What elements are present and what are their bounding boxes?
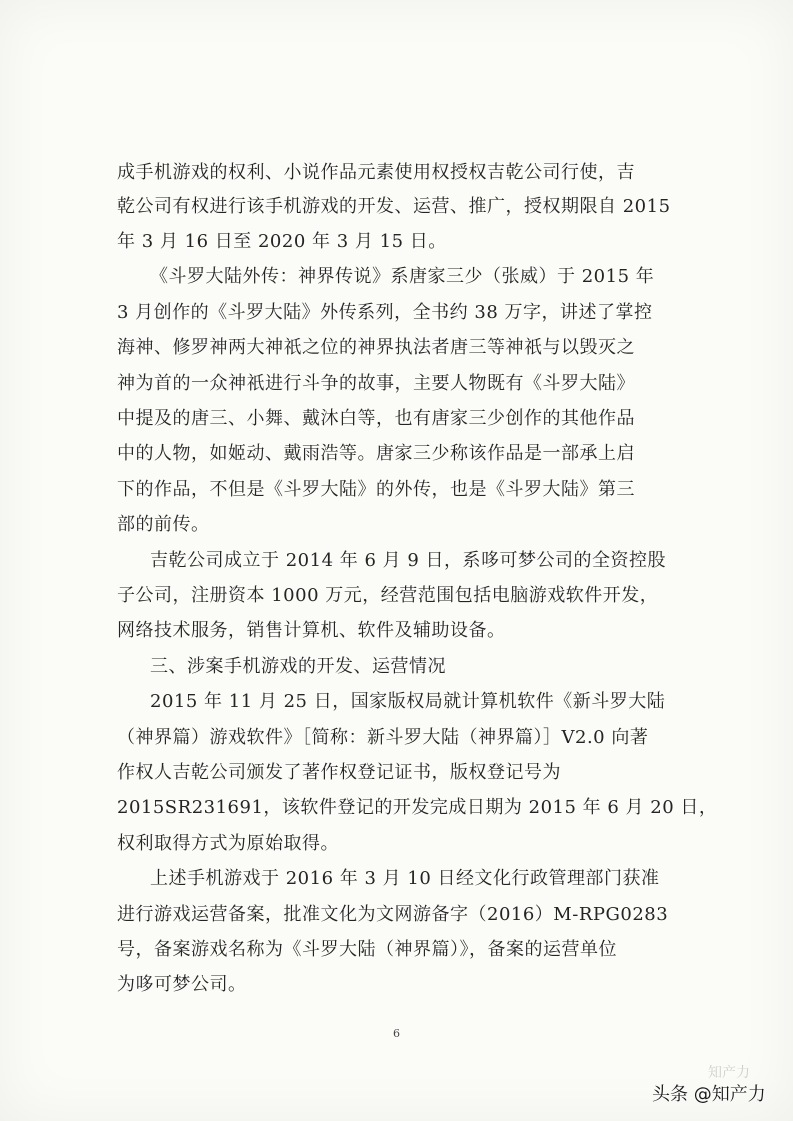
body-line: 子公司，注册资本 1000 万元，经营范围包括电脑游戏软件开发，	[117, 585, 659, 606]
body-line: 乾公司有权进行该手机游戏的开发、运营、推广，授权期限自 2015	[117, 196, 671, 217]
page-number: 6	[393, 1027, 400, 1040]
section-heading: 三、涉案手机游戏的开发、运营情况	[150, 656, 446, 677]
body-line: 年 3 月 16 日至 2020 年 3 月 15 日。	[117, 231, 447, 252]
body-line: 权利取得方式为原始取得。	[117, 833, 339, 854]
body-line: 上述手机游戏于 2016 年 3 月 10 日经文化行政管理部门获准	[150, 868, 660, 889]
body-line: 《斗罗大陆外传：神界传说》系唐家三少（张威）于 2015 年	[150, 266, 655, 287]
body-line: 中提及的唐三、小舞、戴沐白等，也有唐家三少创作的其他作品	[117, 408, 635, 429]
body-line: 下的作品，不但是《斗罗大陆》的外传，也是《斗罗大陆》第三	[117, 479, 635, 500]
body-line: 神为首的一众神祇进行斗争的故事，主要人物既有《斗罗大陆》	[117, 373, 635, 394]
body-line: 进行游戏运营备案，批准文化为文网游备字（2016）M-RPG0283	[117, 904, 669, 925]
body-line: 号，备案游戏名称为《斗罗大陆（神界篇）》，备案的运营单位	[117, 939, 617, 960]
body-line: 成手机游戏的权利、小说作品元素使用权授权吉乾公司行使，吉	[117, 162, 635, 183]
body-line: 3 月创作的《斗罗大陆》外传系列，全书约 38 万字，讲述了掌控	[117, 302, 653, 323]
body-line: 中的人物，如姬动、戴雨浩等。唐家三少称该作品是一部承上启	[117, 443, 635, 464]
body-line: 为哆可梦公司。	[117, 974, 247, 995]
body-line: 网络技术服务，销售计算机、软件及辅助设备。	[117, 620, 506, 641]
body-line: 部的前传。	[117, 514, 210, 535]
watermark: 头条 @知产力	[652, 1084, 766, 1105]
body-line: 2015 年 11 月 25 日，国家版权局就计算机软件《新斗罗大陆	[150, 691, 666, 712]
body-line: （神界篇）游戏软件》［简称：新斗罗大陆（神界篇）］V2.0 向著	[117, 727, 649, 748]
watermark-faint: 知产力	[708, 1065, 750, 1081]
body-line: 海神、修罗神两大神祇之位的神界执法者唐三等神祇与以毁灭之	[117, 337, 635, 358]
body-line: 2015SR231691，该软件登记的开发完成日期为 2015 年 6 月 20 日，	[117, 797, 718, 818]
body-line: 吉乾公司成立于 2014 年 6 月 9 日，系哆可梦公司的全资控股	[150, 550, 667, 571]
body-line: 作权人吉乾公司颁发了著作权登记证书，版权登记号为	[117, 762, 561, 783]
